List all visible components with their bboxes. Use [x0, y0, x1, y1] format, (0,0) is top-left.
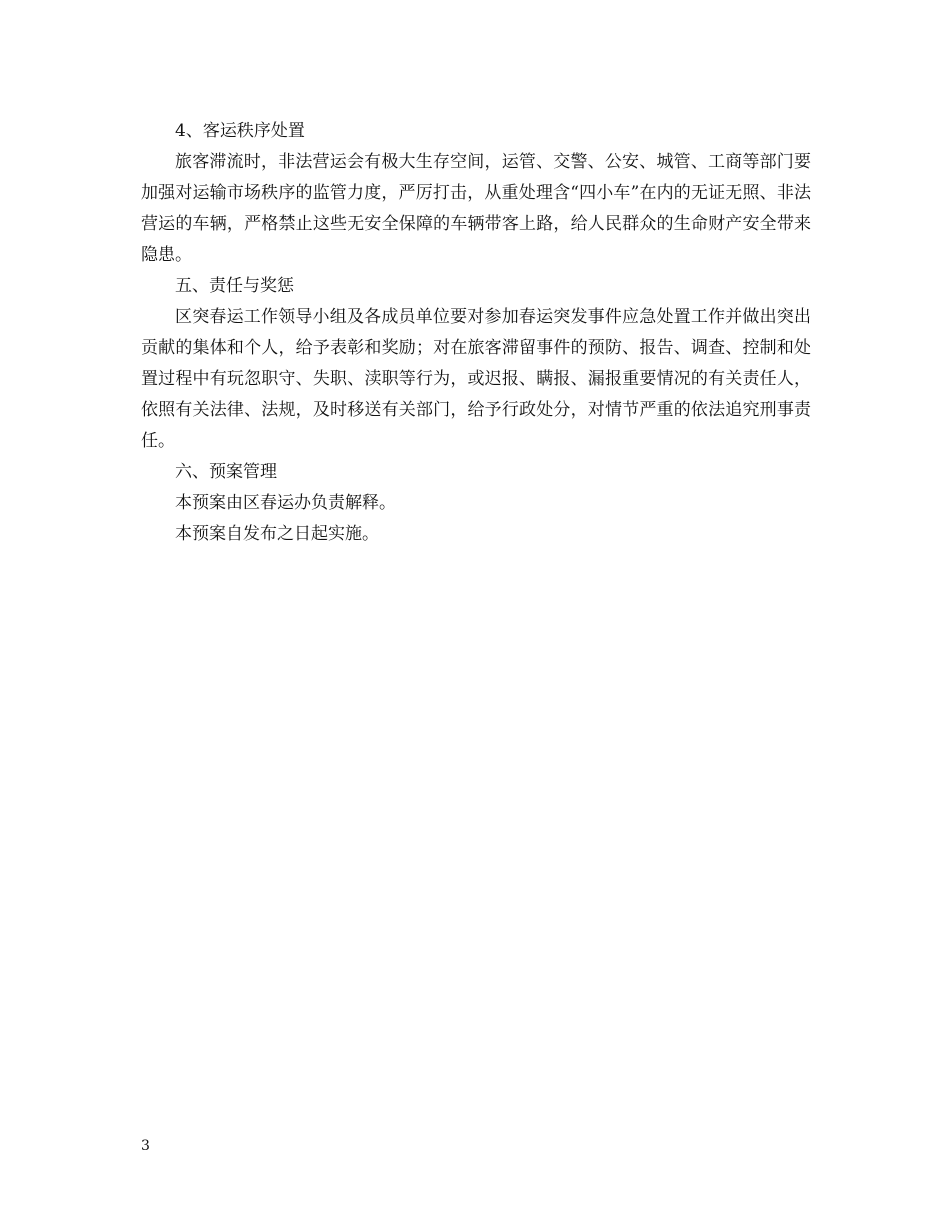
section-heading-plan-management: 六、预案管理 [175, 462, 277, 482]
paragraph-order-handling: 旅客滞流时，非法营运会有极大生存空间，运管、交警、公安、城管、工商等部门要加强对运输市场秩序的监管力度，严厉打击，从重处理含“四小车”在内的无证无照、非法营运的车辆，严格禁止这些无安全保障的车辆带客上路，给人民群众的生命财产安全带来隐患。 [141, 152, 811, 265]
section-heading-order-handling: 4、客运秩序处置 [175, 121, 305, 141]
paragraph-plan-effective: 本预案自发布之日起实施。 [175, 524, 379, 544]
paragraph-plan-interpretation: 本预案由区春运办负责解释。 [175, 493, 396, 513]
document-body [141, 116, 811, 550]
page-number: 3 [141, 1138, 150, 1154]
section-heading-responsibility: 五、责任与奖惩 [175, 276, 294, 296]
paragraph-responsibility: 区突春运工作领导小组及各成员单位要对参加春运突发事件应急处置工作并做出突出贡献的集体和个人，给予表彰和奖励；对在旅客滞留事件的预防、报告、调查、控制和处置过程中有玩忽职守、失职、渎职等行为，或迟报、瞒报、漏报重要情况的有关责任人，依照有关法律、法规，及时移送有关部门，给予行政处分，对情节严重的依法追究刑事责任。 [141, 307, 811, 451]
